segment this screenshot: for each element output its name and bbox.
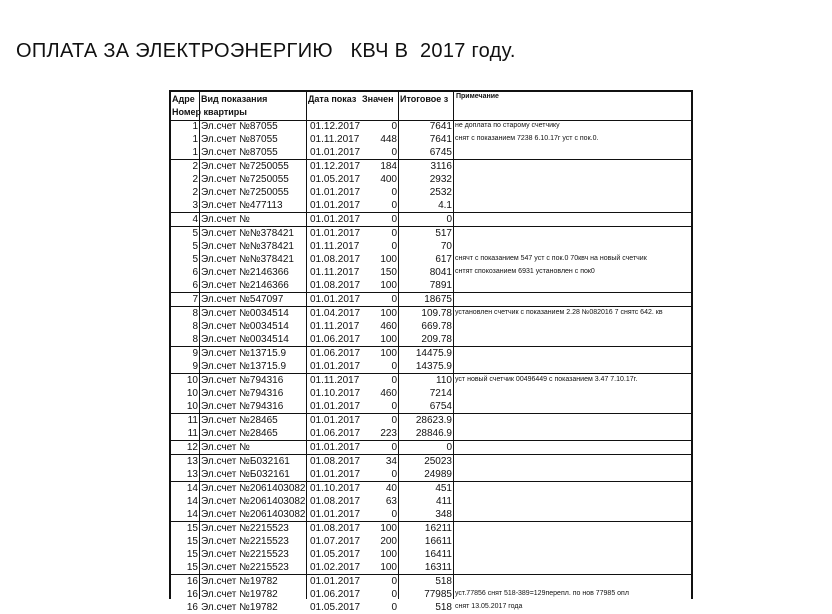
reading-value: 100 <box>380 348 397 359</box>
reading-value: 100 <box>380 308 397 319</box>
total-value: 28623.9 <box>415 415 452 426</box>
reading-type: Эл.счет №2215523 <box>201 536 289 547</box>
reading-date: 01.12.2017 <box>310 121 361 132</box>
reading-date: 01.01.2017 <box>310 147 361 158</box>
reading-type: Эл.счет №Б032161 <box>201 456 290 467</box>
apartment-number: 16 <box>186 602 198 613</box>
table-header <box>171 92 691 121</box>
note-text: снят 13.05.2017 года <box>455 603 523 610</box>
reading-type: Эл.счет №87055 <box>201 121 278 132</box>
reading-value: 34 <box>385 456 397 467</box>
table-row <box>171 454 691 468</box>
total-value: 16611 <box>424 536 452 547</box>
reading-type: Эл.счет №2146366 <box>201 267 289 278</box>
apartment-number: 15 <box>186 536 198 547</box>
total-value: 3116 <box>430 161 452 172</box>
reading-value: 0 <box>391 375 397 386</box>
reading-date: 01.01.2017 <box>310 509 361 520</box>
reading-value: 0 <box>391 214 397 225</box>
apartment-number: 5 <box>192 254 198 265</box>
reading-type: Эл.счет №19782 <box>201 589 278 600</box>
reading-date: 01.05.2017 <box>310 602 361 613</box>
apartment-number: 4 <box>192 214 198 225</box>
total-value: 517 <box>435 228 452 239</box>
reading-value: 0 <box>391 228 397 239</box>
reading-type: Эл.счет №87055 <box>201 147 278 158</box>
note-text <box>455 535 695 548</box>
reading-value: 100 <box>380 280 397 291</box>
table-row <box>171 253 691 266</box>
reading-value: 100 <box>380 523 397 534</box>
apartment-number: 5 <box>192 228 198 239</box>
apartment-number: 3 <box>192 200 198 211</box>
note-text <box>455 548 695 561</box>
reading-date: 01.01.2017 <box>310 294 361 305</box>
header-address: Адре <box>172 94 195 104</box>
reading-date: 01.08.2017 <box>310 280 361 291</box>
apartment-number: 10 <box>186 401 198 412</box>
reading-date: 01.11.2017 <box>310 134 360 145</box>
reading-value: 0 <box>391 121 397 132</box>
reading-type: Эл.счет №№378421 <box>201 228 294 239</box>
total-value: 451 <box>435 483 452 494</box>
reading-date: 01.11.2017 <box>310 241 360 252</box>
reading-value: 0 <box>391 361 397 372</box>
apartment-number: 15 <box>186 523 198 534</box>
apartment-number: 10 <box>186 375 198 386</box>
reading-date: 01.06.2017 <box>310 428 361 439</box>
note-text <box>455 347 695 360</box>
header-reading-type: Вид показания <box>201 94 268 104</box>
table-row <box>171 548 691 561</box>
table-row <box>171 373 691 387</box>
apartment-number: 1 <box>192 134 198 145</box>
reading-date: 01.01.2017 <box>310 187 361 198</box>
reading-date: 01.08.2017 <box>310 254 361 265</box>
reading-type: Эл.счет №19782 <box>201 576 278 587</box>
total-value: 348 <box>435 509 452 520</box>
reading-date: 01.11.2017 <box>310 375 360 386</box>
reading-type: Эл.счет №№378421 <box>201 241 294 252</box>
reading-value: 184 <box>380 161 397 172</box>
table-row <box>171 601 691 614</box>
total-value: 0 <box>446 442 452 453</box>
table-row <box>171 292 691 306</box>
reading-type: Эл.счет №0034514 <box>201 334 289 345</box>
table-row <box>171 159 691 173</box>
reading-type: Эл.счет №547097 <box>201 294 284 305</box>
table-row <box>171 146 691 159</box>
apartment-number: 10 <box>186 388 198 399</box>
total-value: 18675 <box>424 294 452 305</box>
reading-value: 0 <box>391 200 397 211</box>
reading-value: 0 <box>391 415 397 426</box>
note-text <box>455 360 695 373</box>
table-row <box>171 266 691 279</box>
note-text <box>455 441 695 454</box>
table-row <box>171 212 691 226</box>
reading-value: 100 <box>380 254 397 265</box>
reading-date: 01.01.2017 <box>310 576 361 587</box>
total-value: 6745 <box>429 147 452 158</box>
table-row <box>171 521 691 535</box>
total-value: 28846.9 <box>415 428 452 439</box>
reading-date: 01.11.2017 <box>310 321 360 332</box>
reading-type: Эл.счет №Б032161 <box>201 469 290 480</box>
total-value: 109.78 <box>421 308 452 319</box>
total-value: 16411 <box>424 549 452 560</box>
reading-value: 0 <box>391 576 397 587</box>
reading-type: Эл.счет №2061403082 <box>201 496 305 507</box>
apartment-number: 15 <box>186 562 198 573</box>
note-text <box>455 293 695 306</box>
reading-value: 460 <box>380 388 397 399</box>
note-text <box>455 575 695 588</box>
reading-date: 01.10.2017 <box>310 388 361 399</box>
table-row <box>171 535 691 548</box>
total-value: 70 <box>440 241 452 252</box>
total-value: 7214 <box>429 388 452 399</box>
reading-date: 01.06.2017 <box>310 348 361 359</box>
reading-value: 150 <box>380 267 397 278</box>
apartment-number: 2 <box>192 187 198 198</box>
reading-value: 448 <box>380 134 397 145</box>
apartment-number: 13 <box>186 456 198 467</box>
header-value: Значен <box>362 94 394 104</box>
apartment-number: 1 <box>192 147 198 158</box>
reading-type: Эл.счет № <box>201 214 250 225</box>
header-date: Дата показ <box>308 94 357 104</box>
table-row <box>171 508 691 521</box>
apartment-number: 15 <box>186 549 198 560</box>
reading-date: 01.10.2017 <box>310 483 361 494</box>
apartment-number: 9 <box>192 361 198 372</box>
reading-date: 01.08.2017 <box>310 456 361 467</box>
note-text: уст.77856 снят 518-389=129перепл. по нов 77985 опл <box>455 590 629 597</box>
reading-value: 100 <box>380 562 397 573</box>
reading-value: 0 <box>391 469 397 480</box>
note-text <box>455 227 695 240</box>
apartment-number: 7 <box>192 294 198 305</box>
header-apartment-number: Номер квартиры <box>172 107 247 117</box>
reading-value: 40 <box>385 483 397 494</box>
apartment-number: 1 <box>192 121 198 132</box>
apartment-number: 8 <box>192 321 198 332</box>
table-row <box>171 413 691 427</box>
apartment-number: 14 <box>186 509 198 520</box>
table-row <box>171 400 691 413</box>
reading-date: 01.01.2017 <box>310 200 361 211</box>
payments-table <box>169 90 693 613</box>
total-value: 669.78 <box>421 321 452 332</box>
reading-value: 0 <box>391 509 397 520</box>
apartment-number: 5 <box>192 241 198 252</box>
note-text: уст новый счетчик 00496449 с показанием 3.47 7.10.17г. <box>455 376 638 383</box>
header-total: Итоговое з <box>400 94 449 104</box>
reading-value: 0 <box>391 241 397 252</box>
total-value: 16311 <box>424 562 452 573</box>
apartment-number: 6 <box>192 267 198 278</box>
note-text <box>455 427 695 440</box>
note-text <box>455 468 695 481</box>
table-row <box>171 120 691 133</box>
note-text <box>455 522 695 535</box>
reading-date: 01.11.2017 <box>310 267 360 278</box>
reading-date: 01.01.2017 <box>310 214 361 225</box>
page-title: ОПЛАТА ЗА ЭЛЕКТРОЭНЕРГИЮ КВЧ В 2017 году. <box>16 40 516 62</box>
total-value: 209.78 <box>421 334 452 345</box>
reading-value: 0 <box>391 401 397 412</box>
total-value: 2932 <box>429 174 452 185</box>
reading-type: Эл.счет №2061403082 <box>201 483 305 494</box>
reading-type: Эл.счет №28465 <box>201 415 278 426</box>
table-row <box>171 173 691 186</box>
total-value: 16211 <box>424 523 452 534</box>
note-text <box>455 508 695 521</box>
apartment-number: 9 <box>192 348 198 359</box>
reading-type: Эл.счет №7250055 <box>201 187 289 198</box>
note-text: снячт с показанием 547 уст с пок.0 70квч на новый счетчик <box>455 255 647 262</box>
total-value: 617 <box>435 254 452 265</box>
note-text <box>455 482 695 495</box>
reading-date: 01.02.2017 <box>310 562 361 573</box>
reading-type: Эл.счет №2215523 <box>201 562 289 573</box>
apartment-number: 16 <box>186 589 198 600</box>
reading-value: 223 <box>380 428 397 439</box>
reading-type: Эл.счет №13715.9 <box>201 348 287 359</box>
reading-value: 0 <box>391 589 397 600</box>
reading-value: 0 <box>391 602 397 613</box>
table-row <box>171 133 691 146</box>
apartment-number: 14 <box>186 496 198 507</box>
table-row <box>171 427 691 440</box>
note-text <box>455 186 695 199</box>
note-text: установлен счетчик с показанием 2.28 №082016 7 снятс 642. кв <box>455 309 663 316</box>
reading-type: Эл.счет №87055 <box>201 134 278 145</box>
total-value: 0 <box>446 214 452 225</box>
note-text <box>455 495 695 508</box>
apartment-number: 8 <box>192 334 198 345</box>
reading-type: Эл.счет №2215523 <box>201 549 289 560</box>
note-text <box>455 160 695 173</box>
reading-type: Эл.счет №19782 <box>201 602 278 613</box>
reading-value: 0 <box>391 442 397 453</box>
apartment-number: 8 <box>192 308 198 319</box>
table-row <box>171 481 691 495</box>
reading-value: 0 <box>391 187 397 198</box>
reading-date: 01.01.2017 <box>310 442 361 453</box>
reading-value: 200 <box>380 536 397 547</box>
apartment-number: 12 <box>186 442 198 453</box>
reading-type: Эл.счет №0034514 <box>201 308 289 319</box>
total-value: 24989 <box>424 469 452 480</box>
table-row <box>171 588 691 601</box>
reading-value: 0 <box>391 294 397 305</box>
note-text <box>455 199 695 212</box>
reading-type: Эл.счет № <box>201 442 250 453</box>
table-row <box>171 226 691 240</box>
note-text <box>455 320 695 333</box>
apartment-number: 11 <box>187 415 198 426</box>
table-row <box>171 186 691 199</box>
table-row <box>171 320 691 333</box>
reading-date: 01.12.2017 <box>310 161 361 172</box>
total-value: 110 <box>436 375 452 386</box>
reading-date: 01.08.2017 <box>310 523 361 534</box>
reading-date: 01.06.2017 <box>310 334 361 345</box>
note-text: снтят спокозанием 6931 установлен с пок0 <box>455 268 595 275</box>
reading-type: Эл.счет №13715.9 <box>201 361 287 372</box>
table-row <box>171 440 691 454</box>
table-row <box>171 495 691 508</box>
note-text <box>455 213 695 226</box>
table-row <box>171 279 691 292</box>
reading-type: Эл.счет №7250055 <box>201 161 289 172</box>
table-row <box>171 199 691 212</box>
table-row <box>171 360 691 373</box>
note-text: снят с показанием 7238 6.10.17г уст с пок.0. <box>455 135 599 142</box>
total-value: 518 <box>435 576 452 587</box>
reading-type: Эл.счет №28465 <box>201 428 278 439</box>
apartment-number: 2 <box>192 174 198 185</box>
note-text: не доплата по старому счетчику <box>455 122 560 129</box>
total-value: 411 <box>436 496 452 507</box>
total-value: 6754 <box>429 401 452 412</box>
total-value: 14475.9 <box>415 348 452 359</box>
note-text <box>455 387 695 400</box>
note-text <box>455 400 695 413</box>
table-row <box>171 306 691 320</box>
header-note: Примечание <box>456 93 499 100</box>
total-value: 7641 <box>429 134 452 145</box>
note-text <box>455 146 695 159</box>
reading-value: 460 <box>380 321 397 332</box>
table-row <box>171 561 691 574</box>
reading-type: Эл.счет №477113 <box>201 200 283 211</box>
reading-date: 01.01.2017 <box>310 469 361 480</box>
total-value: 4.1 <box>438 200 452 211</box>
table-row <box>171 387 691 400</box>
note-text <box>455 240 695 253</box>
apartment-number: 2 <box>192 161 198 172</box>
reading-type: Эл.счет №794316 <box>201 375 284 386</box>
reading-type: Эл.счет №794316 <box>201 388 284 399</box>
reading-type: Эл.счет №794316 <box>201 401 284 412</box>
apartment-number: 16 <box>186 576 198 587</box>
note-text <box>455 561 695 574</box>
note-text <box>455 455 695 468</box>
total-value: 25023 <box>424 456 452 467</box>
reading-value: 0 <box>391 147 397 158</box>
total-value: 8041 <box>429 267 452 278</box>
note-text <box>455 414 695 427</box>
apartment-number: 14 <box>186 483 198 494</box>
reading-type: Эл.счет №2146366 <box>201 280 289 291</box>
reading-date: 01.01.2017 <box>310 401 361 412</box>
note-text <box>455 173 695 186</box>
total-value: 7891 <box>429 280 452 291</box>
apartment-number: 11 <box>187 428 198 439</box>
reading-date: 01.05.2017 <box>310 174 361 185</box>
apartment-number: 6 <box>192 280 198 291</box>
reading-date: 01.04.2017 <box>310 308 361 319</box>
total-value: 77985 <box>424 589 452 600</box>
apartment-number: 13 <box>186 469 198 480</box>
table-row <box>171 468 691 481</box>
total-value: 2532 <box>429 187 452 198</box>
reading-type: Эл.счет №2215523 <box>201 523 289 534</box>
reading-date: 01.05.2017 <box>310 549 361 560</box>
reading-date: 01.01.2017 <box>310 361 361 372</box>
reading-value: 63 <box>385 496 397 507</box>
reading-date: 01.01.2017 <box>310 228 361 239</box>
reading-date: 01.06.2017 <box>310 589 361 600</box>
total-value: 14375.9 <box>415 361 452 372</box>
total-value: 7641 <box>429 121 452 132</box>
reading-value: 100 <box>380 549 397 560</box>
table-row <box>171 240 691 253</box>
table-row <box>171 574 691 588</box>
reading-date: 01.07.2017 <box>310 536 361 547</box>
reading-date: 01.08.2017 <box>310 496 361 507</box>
reading-date: 01.01.2017 <box>310 415 361 426</box>
reading-type: Эл.счет №7250055 <box>201 174 289 185</box>
reading-value: 100 <box>380 334 397 345</box>
reading-value: 400 <box>380 174 397 185</box>
reading-type: Эл.счет №№378421 <box>201 254 294 265</box>
total-value: 518 <box>435 602 452 613</box>
table-row <box>171 346 691 360</box>
table-row <box>171 333 691 346</box>
reading-type: Эл.счет №2061403082 <box>201 509 305 520</box>
note-text <box>455 279 695 292</box>
reading-type: Эл.счет №0034514 <box>201 321 289 332</box>
note-text <box>455 333 695 346</box>
